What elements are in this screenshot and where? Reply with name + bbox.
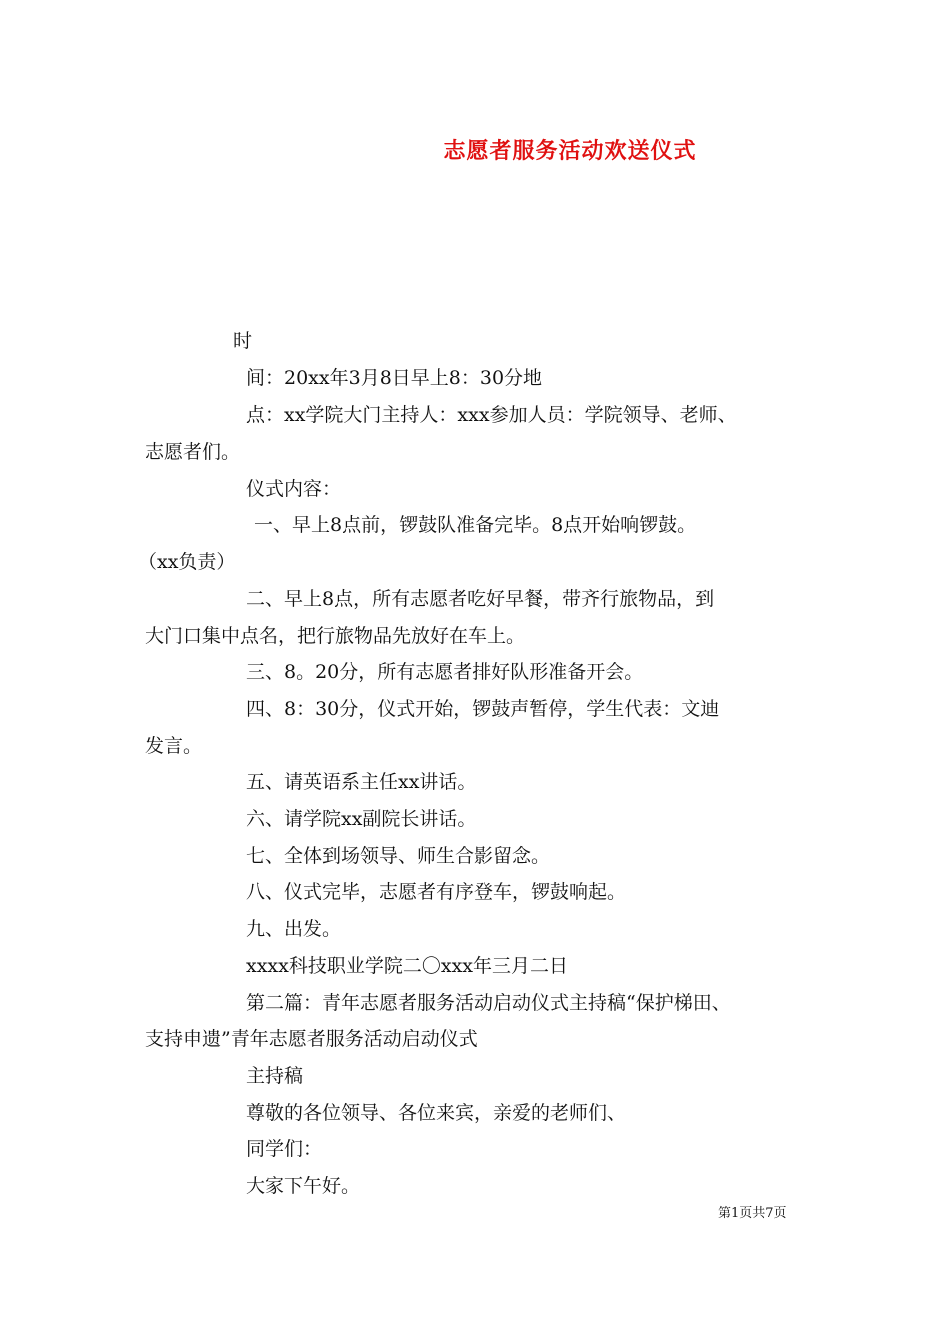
body-line: 尊敬的各位领导、各位来宾，亲爱的老师们、 bbox=[246, 1102, 627, 1124]
body-line: 发言。 bbox=[145, 735, 203, 757]
body-line: 大门口集中点名，把行旅物品先放好在车上。 bbox=[145, 625, 526, 647]
body-line: 二、早上8点，所有志愿者吃好早餐，带齐行旅物品，到 bbox=[246, 588, 715, 610]
body-line: 四、8：30分，仪式开始，锣鼓声暂停，学生代表：文迪 bbox=[246, 698, 720, 720]
body-line: 仪式内容： bbox=[246, 478, 342, 500]
body-line: 第二篇：青年志愿者服务活动启动仪式主持稿“保护梯田、 bbox=[246, 992, 731, 1014]
body-line: 八、仪式完毕，志愿者有序登车，锣鼓响起。 bbox=[246, 881, 627, 903]
page-number-footer: 第1页共7页 bbox=[718, 1206, 787, 1221]
body-line: 三、8。20分，所有志愿者排好队形准备开会。 bbox=[246, 661, 644, 683]
body-line: 同学们： bbox=[246, 1138, 323, 1160]
body-line: 时 bbox=[233, 330, 253, 352]
body-line: 间：20xx年3月8日早上8：30分地 bbox=[246, 367, 543, 389]
body-line: 七、全体到场领导、师生合影留念。 bbox=[246, 845, 551, 867]
body-line: 大家下午好。 bbox=[246, 1175, 361, 1197]
body-line: 九、出发。 bbox=[246, 918, 342, 940]
body-line: 主持稿 bbox=[246, 1065, 304, 1087]
body-line: 五、请英语系主任xx讲话。 bbox=[246, 771, 477, 793]
body-line: xxxx科技职业学院二〇xxx年三月二日 bbox=[246, 955, 569, 977]
body-line: 六、请学院xx副院长讲话。 bbox=[246, 808, 477, 830]
body-line: 志愿者们。 bbox=[145, 441, 241, 463]
body-line: 支持申遗”青年志愿者服务活动启动仪式 bbox=[145, 1028, 478, 1050]
body-line: （xx负责） bbox=[138, 551, 236, 573]
body-line: 一、早上8点前，锣鼓队准备完毕。8点开始响锣鼓。 bbox=[254, 514, 697, 536]
body-line: 点：xx学院大门主持人：xxx参加人员：学院领导、老师、 bbox=[246, 404, 737, 426]
document-title: 志愿者服务活动欢送仪式 bbox=[443, 138, 697, 164]
